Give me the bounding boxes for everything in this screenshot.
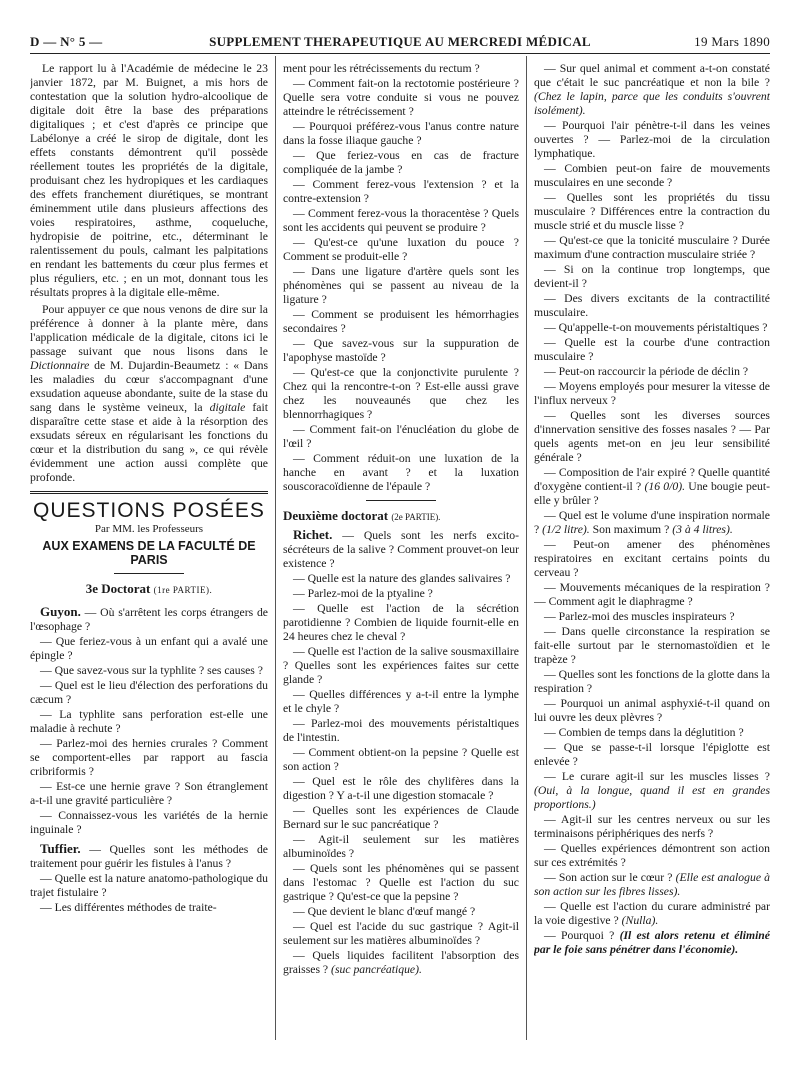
question (534, 509, 770, 537)
degree-heading (30, 582, 268, 597)
question: — Que se passe-t-il lorsque l'épiglotte est enlevée ? (534, 741, 770, 768)
degree-title: Deuxième doctorat (283, 508, 389, 523)
question: — Comment fait-on la rectotomie postérieure ? Quelle sera votre conduite si vous ne pouvez atteindre le rétrécissement ? (283, 77, 519, 118)
question-text: — Pourquoi ? (544, 929, 620, 942)
answer-text: (3 à 4 litres). (672, 523, 733, 536)
question (534, 62, 770, 118)
question-richet-0 (283, 528, 519, 571)
question: — Quelle est la nature anatomo-pathologique du trajet fistulaire ? (30, 872, 268, 899)
question: — Qu'appelle-t-on mouvements péristaltiques ? (544, 321, 768, 334)
question-text: Son maximum ? (589, 523, 673, 536)
section-title: QUESTIONS POSÉES (33, 499, 265, 522)
examiner-name: Richet. (293, 527, 333, 542)
section-subtitle: Par MM. les Professeurs (94, 523, 204, 535)
question: ment pour les rétrécissements du rectum ? (283, 62, 480, 75)
question: — Quelle est l'action de la sécrétion parotidienne ? Combien de liquide fournit-elle en 24 heures chez le cheval ? (283, 602, 519, 643)
question: — Pourquoi l'air pénètre-t-il dans les veines ouvertes ? — Parlez-moi de la circulation lymphatique. (534, 119, 770, 160)
section-subtitle-faculty: AUX EXAMENS DE LA FACULTÉ DE PARIS (42, 539, 256, 567)
question: — Peut-on raccourcir la période de déclin ? (544, 365, 749, 378)
question-text: — Quels sont les nerfs excito-sécréteurs de la salive ? Comment prouvet-on leur existence ? (283, 529, 519, 570)
degree-part: (1re PARTIE). (153, 585, 213, 595)
section-rule (30, 491, 268, 494)
degree-title: 3e Doctorat (85, 581, 151, 596)
column-3 (534, 62, 770, 1040)
question: — Parlez-moi des hernies crurales ? Comment se comportent-elles par rapport au fascia cribriformis ? (30, 737, 268, 778)
paragraph-digitale-report: Le rapport lu à l'Académie de médecine le 23 janvier 1872, par M. Buignet, a mis hors de contestation que la solution hydro-alcoolique de digitale doit être la base des préparations digitaliques ; et c'est d'après ce principe que Labélonye a créé le sirop de digitale, dont les effets constants démontrent qu'il possède réellement toutes les propriétés de la digitale, produisant chez les hydropiques et les cardiaques des effets franchement diurétiques, se montrant éminemment utile dans plusieurs affections des voies respiratoires, asthme, coqueluche, hydropisie de poitrine, etc., déterminant le ralentissement du pouls, calmant les palpitations en rendant les battements du cœur plus fermes et plus réguliers, etc. ; en un mot, donnant tous les résultats propres à la digitale elle-même. (30, 62, 268, 299)
column-divider-2 (526, 56, 527, 1040)
degree-heading (283, 509, 519, 524)
question: — Mouvements mécaniques de la respiration ? — Comment agit le diaphragme ? (534, 581, 770, 608)
column-divider-1 (275, 56, 276, 1040)
question: — Que feriez-vous à un enfant qui a avalé une épingle ? (30, 635, 268, 662)
question: — Quels sont les phénomènes qui se passent dans l'estomac ? Quelle est l'action du suc gastrique ? Qu'est-ce que la pepsine ? (283, 862, 519, 903)
question: — Connaissez-vous les variétés de la hernie inguinale ? (30, 809, 268, 836)
text: Pour appuyer ce que nous venons de dire sur la préférence à donner à la plante mère, dans l'application médicale de la digitale, citons ici le passage suivant que nous lisons dans le (30, 303, 268, 358)
italic-text: Dictionnaire (30, 359, 90, 372)
question: — Agit-il sur les centres nerveux ou sur les terminaisons périphériques des nerfs ? (534, 813, 770, 840)
examiner-name: Guyon. (40, 604, 81, 619)
question: — Quelles expériences démontrent son action sur ces extrémités ? (534, 842, 770, 869)
column-2 (283, 62, 519, 1040)
question: — Pourquoi un animal asphyxié-t-il quand on lui ouvre les deux plèvres ? (534, 697, 770, 724)
question: — Quel est l'acide du suc gastrique ? Agit-il seulement sur les matières albuminoïdes ? (283, 920, 519, 947)
question: — Comment obtient-on la pepsine ? Quelle est son action ? (283, 746, 519, 773)
question: — Comment réduit-on une luxation de la hanche en avant ? et la luxation souscoracoïdienne de l'épaule ? (283, 452, 519, 493)
question: — Pourquoi préférez-vous l'anus contre nature dans la fosse iliaque gauche ? (283, 120, 519, 147)
question: — Est-ce une hernie grave ? Son étranglement a-t-il une gravité particulière ? (30, 780, 268, 807)
question (534, 929, 770, 957)
question (534, 466, 770, 508)
question-text: — Composition de l'air expiré ? Quelle quantité d'oxygène contient-il ? (534, 466, 770, 493)
question: — Quel est le rôle des chylifères dans la digestion ? Y a-t-il une digestion stomacale ? (283, 775, 519, 802)
question: — Comment se produisent les hémorrhagies secondaires ? (283, 308, 519, 335)
header-title: SUPPLEMENT THERAPEUTIQUE AU MERCREDI MÉDICAL (209, 34, 591, 49)
question: — Combien peut-on faire de mouvements musculaires en une seconde ? (534, 162, 770, 189)
question: — La typhlite sans perforation est-elle une maladie à rechute ? (30, 708, 268, 735)
examiner-name: Tuffier. (40, 841, 81, 856)
question: — Dans une ligature d'artère quels sont les phénomènes qui se passent au niveau de la ligature ? (283, 265, 519, 306)
question: — Dans quelle circonstance la respiration se fait-elle surtout par le sternomastoïdien et le trapèze ? (534, 625, 770, 666)
question: — Quelles sont les expériences de Claude Bernard sur le suc pancréatique ? (283, 804, 519, 831)
question: — Que savez-vous sur la suppuration de l'apophyse mastoïde ? (283, 337, 519, 364)
question: — Comment ferez-vous l'extension ? et la contre-extension ? (283, 178, 519, 205)
question-text: — Sur quel animal et comment a-t-on constaté que c'était le suc pancréatique et non la bile ? (534, 62, 770, 89)
short-rule (366, 500, 436, 501)
question: — Parlez-moi des muscles inspirateurs ? (544, 610, 735, 623)
question-text: — Où s'arrêtent les corps étrangers de l'œsophage ? (30, 606, 268, 633)
question: — Les différentes méthodes de traite- (40, 901, 217, 914)
question-tuffier-0 (30, 842, 268, 871)
question-text: Une bougie peut-elle y brûler ? (534, 480, 770, 507)
short-rule (114, 573, 184, 574)
question: — Que feriez-vous en cas de fracture compliquée de la jambe ? (283, 149, 519, 176)
answer-text: (Il est alors retenu et éliminé par le foie sans pénétrer dans l'économie). (534, 929, 770, 956)
running-header (30, 34, 770, 52)
question: — Parlez-moi de la ptyaline ? (293, 587, 433, 600)
question (534, 871, 770, 899)
question: — Quelles sont les diverses sources d'innervation sensitive des fosses nasales ? — Par quels agents met-on en jeu leur sensibilité générale ? (534, 409, 770, 464)
column-1 (30, 62, 268, 1040)
question: — Quelle est la courbe d'une contraction musculaire ? (534, 336, 770, 363)
question: — Des divers excitants de la contractilité musculaire. (534, 292, 770, 319)
question (534, 770, 770, 812)
header-rule (30, 53, 770, 54)
italic-text: digitale (209, 401, 246, 414)
question: — Qu'est-ce qu'une luxation du pouce ? Comment se produit-elle ? (283, 236, 519, 263)
question: — Quelle est l'action de la salive sousmaxillaire ? Quelles sont les expériences faites sur cette glande ? (283, 645, 519, 686)
answer-text: (Oui, à la longue, quand il est en grandes proportions.) (534, 784, 770, 811)
question-text: — Quelle est l'action du curare administré par la voie digestive ? (534, 900, 770, 927)
question: — Que devient le blanc d'œuf mangé ? (293, 905, 476, 918)
question: — Quelles sont les fonctions de la glotte dans la respiration ? (534, 668, 770, 695)
question: — Parlez-moi des mouvements péristaltiques de l'intestin. (283, 717, 519, 744)
question: — Agit-il seulement sur les matières albuminoïdes ? (283, 833, 519, 860)
question-absorption (283, 949, 519, 977)
answer-text: (Chez le lapin, parce que les conduits s'ouvrent isolément). (534, 90, 770, 117)
question-text: — Quels liquides facilitent l'absorption des graisses ? (283, 949, 519, 976)
question: — Qu'est-ce que la tonicité musculaire ? Durée maximum d'une contraction musculaire striée ? (534, 234, 770, 261)
question: — Quelles sont les propriétés du tissu musculaire ? Différences entre la contraction du muscle strié et du muscle lisse ? (534, 191, 770, 232)
question: — Quelle est la nature des glandes salivaires ? (293, 572, 511, 585)
question: — Quelles différences y a-t-il entre la lymphe et le chyle ? (283, 688, 519, 715)
question: — Comment fait-on l'énucléation du globe de l'œil ? (283, 423, 519, 450)
question-guyon-0 (30, 605, 268, 634)
question: — Combien de temps dans la déglutition ? (544, 726, 744, 739)
answer-text: (1/2 litre). (542, 523, 590, 536)
text: de M. Dujardin-Beaumetz : « Dans les maladies du cœur s'accompagnant d'une exsudation aqueuse abondante, suite de la stase du sang dans le système veineux, la (30, 359, 268, 414)
header-issue: D — N° 5 — (30, 34, 103, 49)
question: — Peut-on amener des phénomènes respiratoires en excitant certains points du cerveau ? (534, 538, 770, 579)
question (534, 900, 770, 928)
question: — Que savez-vous sur la typhlite ? ses causes ? (40, 664, 263, 677)
question-text: — Son action sur le cœur ? (544, 871, 676, 884)
answer-text: (16 0/0). (644, 480, 686, 493)
question: — Qu'est-ce que la conjonctivite purulente ? Chez qui la rencontre-t-on ? Est-elle aussi grave chez les nouveaunés que chez les blennorrhagiques ? (283, 366, 519, 421)
paragraph-dujardin-quote (30, 303, 268, 485)
question-text: — Le curare agit-il sur les muscles lisses ? (544, 770, 770, 783)
answer-text: (Elle est analogue à son action sur les fibres lisses). (534, 871, 770, 898)
degree-part: (2e PARTIE). (391, 512, 441, 522)
header-date: 19 Mars 1890 (694, 34, 770, 49)
question: — Moyens employés pour mesurer la vitesse de l'influx nerveux ? (534, 380, 770, 407)
question-text: — Quelles sont les méthodes de traitement pour guérir les fistules à l'anus ? (30, 843, 268, 870)
question: — Quel est le lieu d'élection des perforations du cæcum ? (30, 679, 268, 706)
answer-text: (suc pancréatique). (331, 963, 422, 976)
answer-text: (Nulla). (621, 914, 659, 927)
question: — Si on la continue trop longtemps, que devient-il ? (534, 263, 770, 290)
question: — Comment ferez-vous la thoracentèse ? Quels sont les accidents qui peuvent se produire ? (283, 207, 519, 234)
text: fait disparaître cette stase et aide à la résorption des exsudats séreux en régularisant les fonctions du cœur et la distribution du sang », ce qui révèle évidemment une action aussi complète que profonde. (30, 401, 268, 484)
question-text: — Quel est le volume d'une inspiration normale ? (534, 509, 770, 536)
